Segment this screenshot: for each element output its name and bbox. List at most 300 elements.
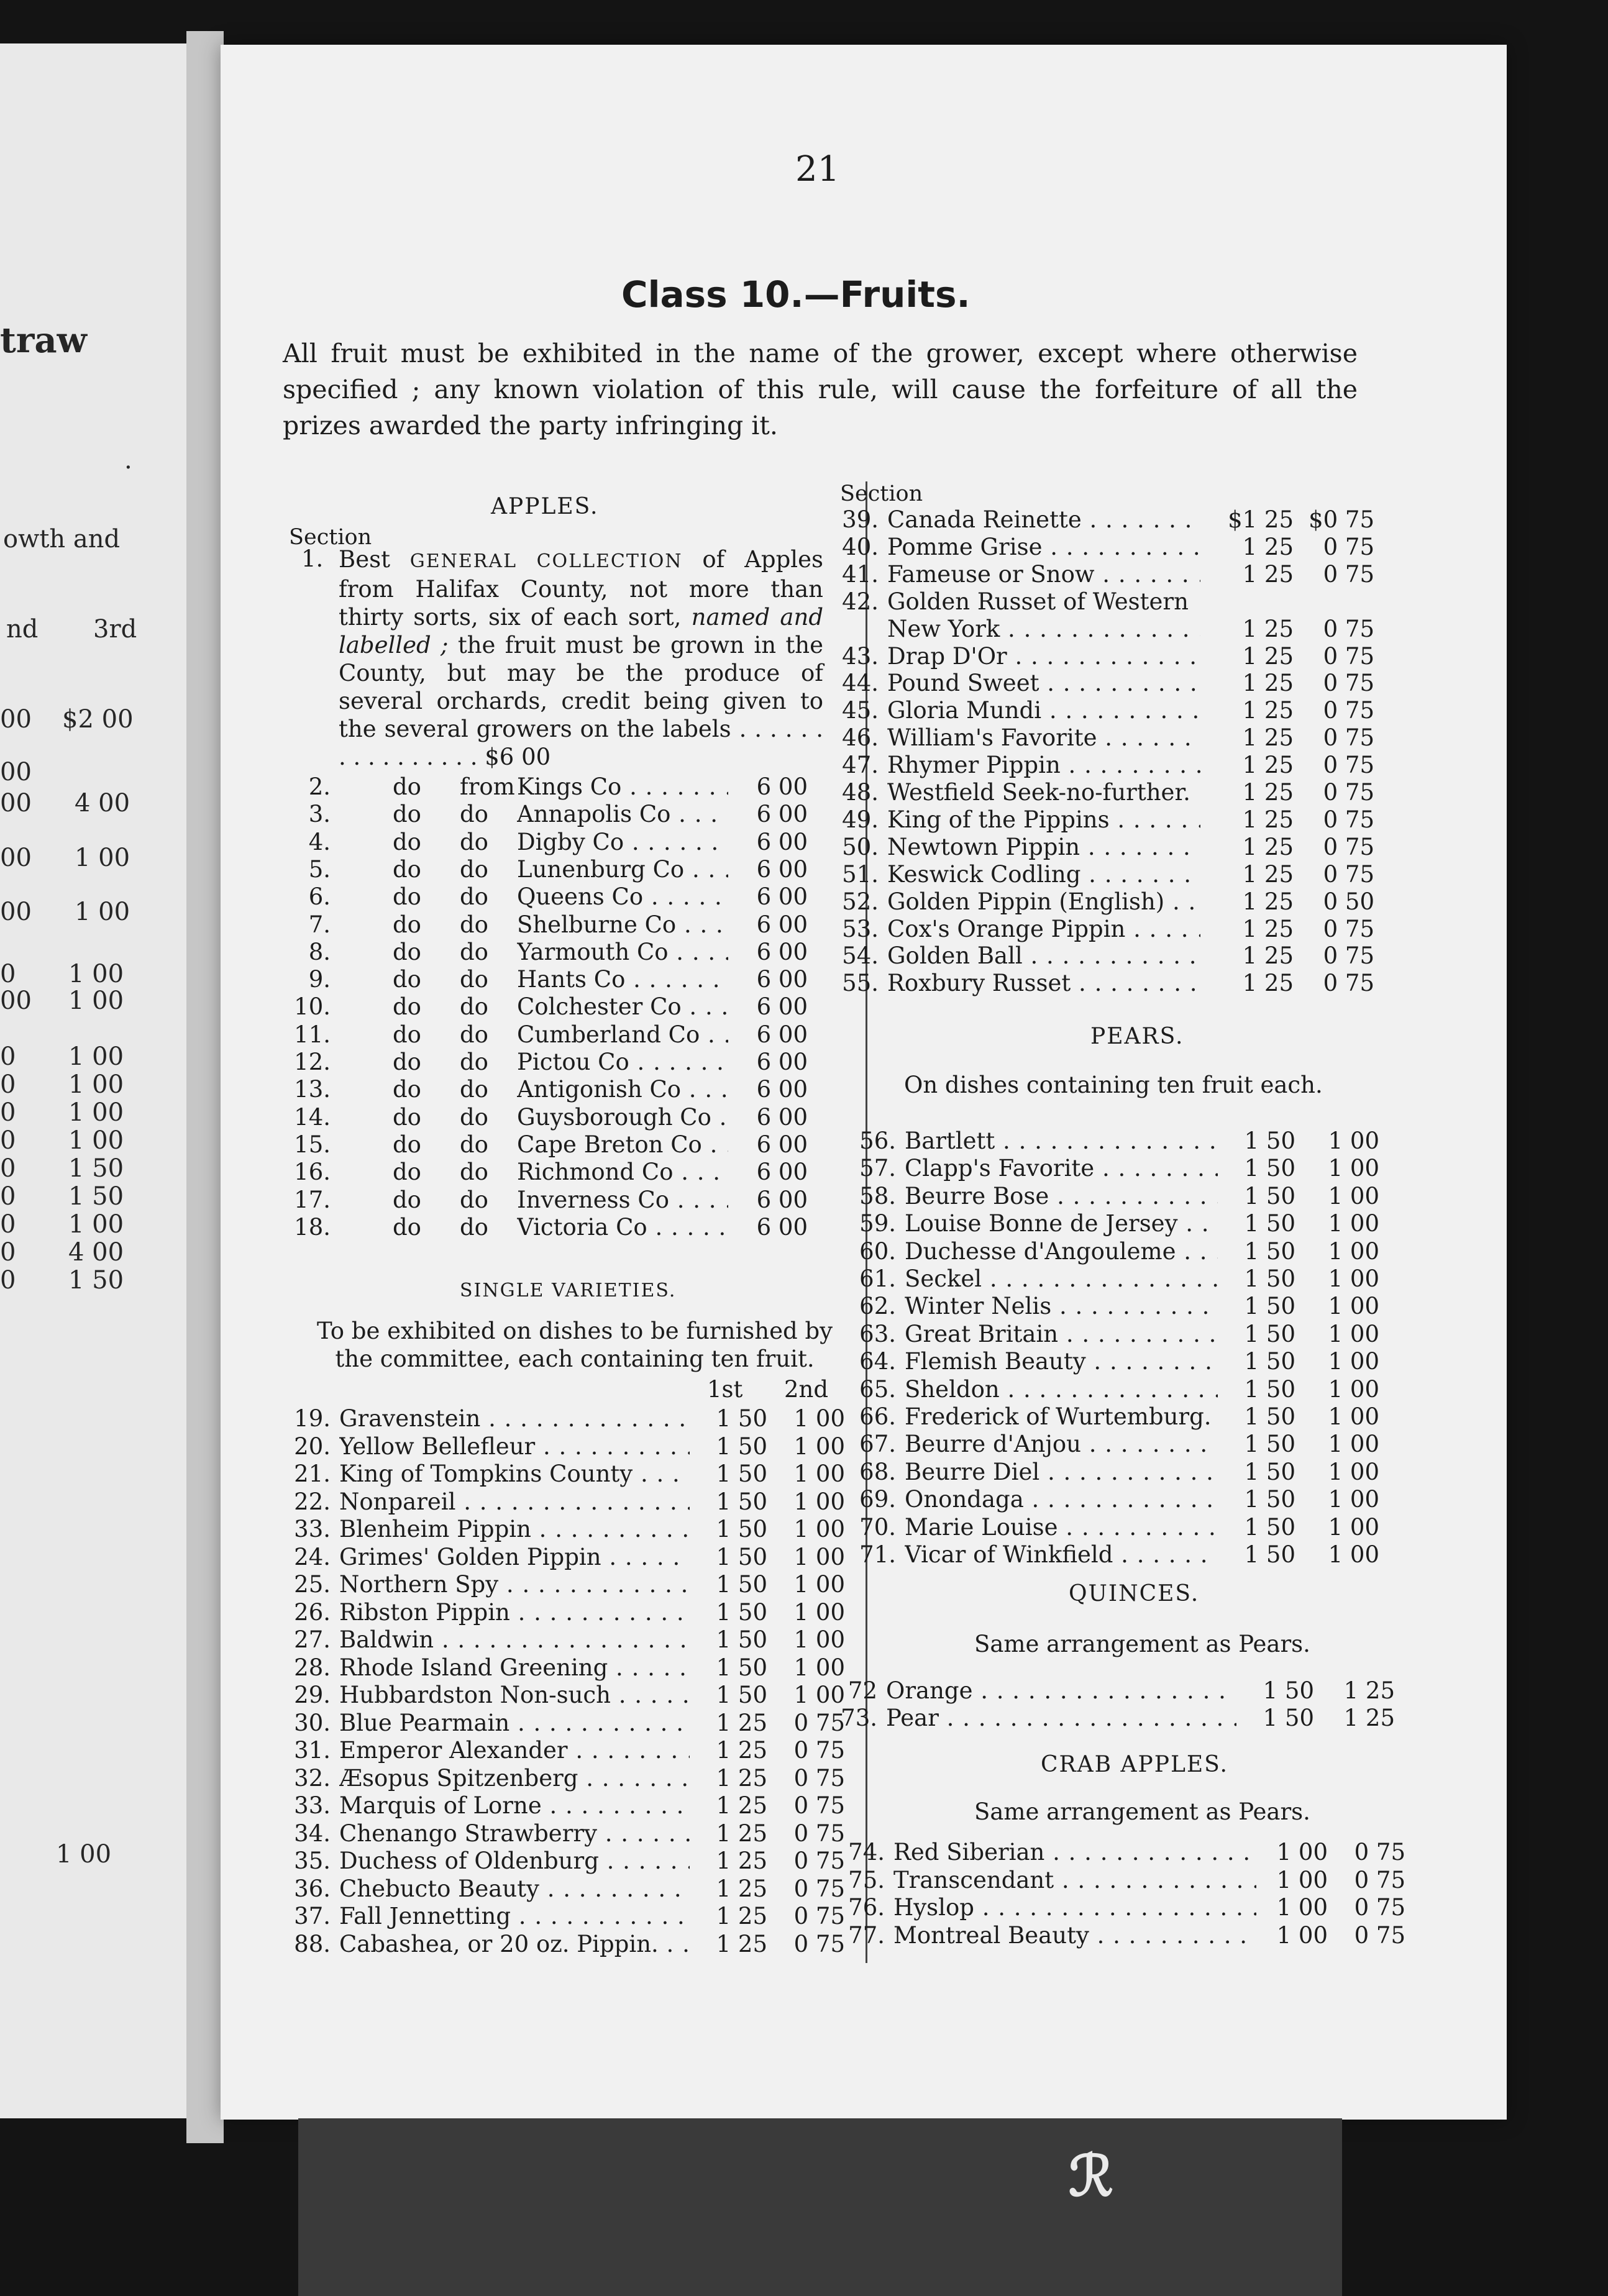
ditto: do xyxy=(460,1049,488,1075)
entry-name-wrap xyxy=(339,1626,690,1654)
ditto: do xyxy=(460,1076,488,1103)
entry-number: 28. xyxy=(294,1654,331,1681)
pear-row xyxy=(857,1128,1404,1155)
prize-first: 1 50 xyxy=(1224,1321,1295,1348)
entry-number: 59. xyxy=(859,1210,896,1237)
county-name-wrap xyxy=(517,966,728,993)
entry-name-wrap xyxy=(887,834,1200,861)
entry-number: 18. xyxy=(294,1213,331,1241)
pear-row xyxy=(857,1183,1404,1210)
entry-number: 62. xyxy=(859,1293,896,1320)
entry-name: Ribston Pippin . . . xyxy=(339,1599,690,1626)
entry-name-wrap xyxy=(886,1705,1236,1732)
entry-number: 15. xyxy=(294,1131,331,1158)
ditto: do xyxy=(393,855,421,883)
county-name: Yarmouth Co . . . xyxy=(517,939,728,965)
right-apple-row xyxy=(840,942,1387,970)
entry-number: 9. xyxy=(308,966,331,993)
facing-page-text: 0 xyxy=(0,1042,16,1071)
entry-name: Keswick Codling . . . xyxy=(887,861,1200,888)
prize-first: 1 50 xyxy=(696,1488,767,1516)
county-name-wrap xyxy=(517,939,728,966)
prize: 6 00 xyxy=(730,883,808,911)
prize-second: 1 00 xyxy=(1302,1321,1379,1348)
entry-number: 5. xyxy=(308,855,331,883)
ditto: do xyxy=(393,828,421,855)
entry-name: Newtown Pippin . . . xyxy=(887,834,1200,860)
entry-name: Fameuse or Snow . . . xyxy=(887,561,1200,588)
entry-name-wrap xyxy=(905,1293,1218,1320)
entry-name: Rhode Island Greening . . . xyxy=(339,1654,690,1681)
entry-name-wrap xyxy=(887,942,1200,970)
entry-number: 11. xyxy=(294,1021,331,1048)
variety-row xyxy=(292,1682,845,1709)
entry-name-wrap xyxy=(339,1903,690,1930)
variety-row xyxy=(292,1433,845,1460)
prize-second: 1 25 xyxy=(1320,1705,1395,1732)
prize: 6 00 xyxy=(730,1049,808,1076)
prize-first: 1 25 xyxy=(696,1792,767,1820)
entry-name: Nonpareil . . . xyxy=(339,1488,690,1515)
right-apple-row xyxy=(840,861,1387,888)
entry-name-wrap xyxy=(339,1847,690,1875)
facing-page-text: 0 xyxy=(0,1070,16,1099)
entry-name: Blue Pearmain . . . xyxy=(339,1710,690,1736)
entry-name: Golden Ball . . . xyxy=(887,942,1200,969)
facing-page-text: 00 xyxy=(0,844,32,872)
entry-number: 32. xyxy=(294,1764,331,1792)
pear-row xyxy=(857,1321,1404,1348)
entry-number: 33. xyxy=(294,1792,331,1819)
book-spine xyxy=(186,31,224,2143)
entry-name: William's Favorite . . . xyxy=(887,724,1200,751)
prize-second: 0 75 xyxy=(774,1765,845,1792)
facing-page-text: 1 00 xyxy=(68,1126,124,1155)
prize-first: 1 25 xyxy=(696,1875,767,1903)
right-apple-row xyxy=(840,888,1387,916)
prize-second: 0 75 xyxy=(1300,861,1374,888)
prize: 6 00 xyxy=(730,993,808,1021)
prize-first: 1 25 xyxy=(1207,670,1294,697)
ditto: do xyxy=(393,1186,421,1213)
entry-number: 33. xyxy=(294,1516,331,1542)
entry-number: 60. xyxy=(859,1237,896,1265)
prize-first: 1 00 xyxy=(1263,1922,1328,1949)
entry-number: 36. xyxy=(294,1875,331,1902)
prize-first: 1 25 xyxy=(1207,534,1294,561)
ditto: do xyxy=(393,1049,421,1075)
entry-number: 72 xyxy=(847,1677,877,1704)
facing-page-text: 0 xyxy=(0,1154,16,1183)
ditto: do xyxy=(460,1213,488,1241)
right-apple-row xyxy=(840,970,1387,997)
facing-page-text: 4 00 xyxy=(75,789,130,818)
entry-name-wrap xyxy=(905,1431,1218,1458)
facing-page-text: 1 50 xyxy=(68,1266,124,1295)
facing-page-text: 0 xyxy=(0,1182,16,1211)
prize-first: 1 25 xyxy=(1207,916,1294,943)
ditto: do xyxy=(460,911,488,938)
entry-name-wrap xyxy=(905,1541,1218,1569)
facing-page-text: 0 xyxy=(0,1098,16,1127)
crab-row xyxy=(846,1922,1405,1949)
entry-name-wrap xyxy=(887,534,1200,561)
county-row xyxy=(292,1214,826,1241)
prize-second: 0 75 xyxy=(1300,806,1374,834)
county-row xyxy=(292,801,826,828)
prize-first: 1 25 xyxy=(1207,806,1294,834)
prize-second: 0 75 xyxy=(774,1875,845,1903)
entry-number: 71. xyxy=(859,1541,896,1568)
entry-number: 25. xyxy=(294,1571,331,1598)
entry-name: Cox's Orange Pippin . . . xyxy=(887,916,1200,942)
entry-name: Frederick of Wurtemburg. . . . xyxy=(905,1403,1218,1430)
county-name: Colchester Co . . . xyxy=(517,993,728,1020)
prize-second: 0 75 xyxy=(774,1820,845,1847)
variety-row xyxy=(292,1903,845,1930)
entry-number: 58. xyxy=(859,1182,896,1210)
general-collection: GENERAL COLLECTION xyxy=(409,550,683,572)
county-name-wrap xyxy=(517,856,728,883)
facing-page-text: 1 00 xyxy=(68,986,124,1015)
entry-name-wrap xyxy=(905,1155,1218,1182)
entry-name-wrap xyxy=(887,970,1200,997)
entry-number: 48. xyxy=(842,779,879,806)
entry-name: Fall Jennetting . . . xyxy=(339,1903,690,1929)
prize: 6 00 xyxy=(730,801,808,828)
entry-name-wrap xyxy=(905,1265,1218,1293)
facing-page-text: 4 00 xyxy=(68,1238,124,1267)
prize: 6 00 xyxy=(730,1076,808,1103)
prize-second: 0 75 xyxy=(1300,942,1374,970)
prize: 6 00 xyxy=(730,856,808,883)
entry-number: 76. xyxy=(848,1894,885,1921)
ditto: do xyxy=(393,993,421,1021)
prize-second: $0 75 xyxy=(1300,506,1374,534)
prize-second: 1 00 xyxy=(774,1682,845,1709)
entry-number: 56. xyxy=(859,1128,896,1154)
crab-apples-heading: CRAB APPLES. xyxy=(1041,1752,1228,1777)
county-row xyxy=(292,1076,826,1103)
prize-second: 1 00 xyxy=(1302,1514,1379,1541)
variety-row xyxy=(292,1737,845,1764)
right-apple-row xyxy=(840,806,1387,834)
county-name-wrap xyxy=(517,1021,728,1049)
right-apple-row xyxy=(840,916,1387,943)
entry-name: Duchesse d'Angouleme . . . xyxy=(905,1238,1218,1265)
entry-number: 47. xyxy=(842,752,879,779)
county-row xyxy=(292,883,826,911)
prize-first: $1 25 xyxy=(1207,506,1294,534)
entry-name-wrap xyxy=(339,1599,690,1626)
prize-second: 1 00 xyxy=(774,1571,845,1598)
facing-page-text: traw xyxy=(0,320,87,361)
variety-row xyxy=(292,1820,845,1847)
prize-second: 1 00 xyxy=(1302,1238,1379,1265)
entry-name: Hyslop . . . xyxy=(893,1894,1256,1921)
entry-name-wrap xyxy=(886,1677,1236,1705)
entry-name: Northern Spy . . . xyxy=(339,1571,690,1598)
entry-number: 22. xyxy=(294,1488,331,1515)
entry-name: Yellow Bellefleur . . . xyxy=(339,1433,690,1460)
entry-number: 88. xyxy=(294,1930,331,1957)
prize-first: 1 25 xyxy=(1207,697,1294,724)
county-name: Hants Co . . . xyxy=(517,966,728,993)
entry-name: Golden Pippin (English) . . . xyxy=(887,888,1200,915)
prize-first: 1 25 xyxy=(696,1737,767,1764)
prize-second: 0 75 xyxy=(774,1903,845,1930)
prize-second: 0 50 xyxy=(1300,888,1374,916)
facing-page-text: . xyxy=(124,446,132,475)
entry-name: Cabashea, or 20 oz. Pippin. . . . xyxy=(339,1931,690,1957)
prize-second: 1 00 xyxy=(774,1599,845,1626)
entry-name-wrap xyxy=(339,1875,690,1903)
class-title: Class 10.—Fruits. xyxy=(621,273,971,316)
entry-name-wrap xyxy=(339,1931,690,1958)
entry-number: 75. xyxy=(848,1866,885,1893)
county-name: Pictou Co . . . xyxy=(517,1049,728,1075)
quince-row xyxy=(839,1677,1398,1705)
pear-row xyxy=(857,1155,1404,1182)
county-name-wrap xyxy=(517,993,728,1021)
county-name: Kings Co . . . xyxy=(517,773,728,800)
crab-row xyxy=(846,1867,1405,1894)
facing-page-text: 1 00 xyxy=(68,1070,124,1099)
entry-name: Roxbury Russet . . . xyxy=(887,970,1200,996)
entry-number: 16. xyxy=(294,1159,331,1186)
entry-name-wrap xyxy=(887,561,1200,588)
prize-second: 0 75 xyxy=(774,1931,845,1958)
county-name-wrap xyxy=(517,1214,728,1241)
entry-name-wrap xyxy=(887,752,1200,779)
prize-first: 1 50 xyxy=(1224,1541,1295,1569)
entry-number: 61. xyxy=(859,1265,896,1292)
facing-page-text: 1 50 xyxy=(68,1154,124,1183)
entry-name-wrap xyxy=(905,1403,1218,1431)
variety-row xyxy=(292,1488,845,1516)
prize: 6 00 xyxy=(730,911,808,939)
entry-number: 67. xyxy=(859,1431,896,1458)
pear-row xyxy=(857,1348,1404,1375)
entry-number: 4. xyxy=(308,828,331,855)
entry-name-wrap xyxy=(887,506,1200,534)
ditto: do xyxy=(393,1159,421,1186)
prize-second: 0 75 xyxy=(1300,670,1374,697)
crab-row xyxy=(846,1894,1405,1921)
ditto: do xyxy=(460,801,488,828)
entry-name-wrap xyxy=(887,916,1200,943)
entry-name: Flemish Beauty . . . xyxy=(905,1348,1218,1375)
entry-name: Onondaga . . . xyxy=(905,1486,1218,1513)
prize-second: 1 00 xyxy=(1302,1128,1379,1155)
county-row xyxy=(292,1049,826,1076)
county-row xyxy=(292,829,826,856)
section1-text-a: of Apples from Halifax County, not more than thirty sorts, six of each sort, xyxy=(339,546,824,631)
pear-row xyxy=(857,1265,1404,1293)
prize: 6 00 xyxy=(730,829,808,856)
prize-second: 0 75 xyxy=(774,1737,845,1764)
entry-name-wrap xyxy=(905,1376,1218,1403)
facing-page-text: 00 xyxy=(0,898,32,926)
ditto: do xyxy=(393,1213,421,1241)
prize-second: 1 00 xyxy=(1302,1210,1379,1237)
prize-first: 1 50 xyxy=(1224,1210,1295,1237)
entry-number: 20. xyxy=(294,1433,331,1460)
entry-name-wrap xyxy=(905,1486,1218,1513)
ditto: do xyxy=(460,1103,488,1131)
prize-first: 1 25 xyxy=(696,1847,767,1875)
facing-page-text: 00 xyxy=(0,705,32,734)
entry-name: King of Tompkins County . . . xyxy=(339,1460,690,1487)
entry-number: 42. xyxy=(842,588,879,615)
prize: 6 00 xyxy=(730,1021,808,1049)
pear-row xyxy=(857,1293,1404,1320)
entry-name-wrap xyxy=(905,1210,1218,1237)
ditto: do xyxy=(460,1159,488,1186)
facing-page-text: 1 00 xyxy=(68,1210,124,1239)
entry-number: 6. xyxy=(308,883,331,911)
entry-number: 3. xyxy=(308,801,331,828)
pears-heading: PEARS. xyxy=(1090,1024,1184,1049)
entry-number: 12. xyxy=(294,1049,331,1075)
variety-row xyxy=(292,1847,845,1875)
entry-name-wrap xyxy=(339,1571,690,1598)
prize-first: 1 25 xyxy=(1207,779,1294,806)
entry-name: Louise Bonne de Jersey . . . xyxy=(905,1210,1218,1237)
entry-number: 37. xyxy=(294,1903,331,1929)
entry-number: 40. xyxy=(842,533,879,560)
ditto: do xyxy=(460,883,488,911)
prize-first: 1 50 xyxy=(1224,1403,1295,1431)
prize-first: 1 25 xyxy=(1207,861,1294,888)
entry-name-wrap xyxy=(339,1682,690,1709)
prize-second: 1 00 xyxy=(774,1433,845,1460)
entry-name-wrap xyxy=(339,1460,690,1488)
entry-name-wrap xyxy=(887,861,1200,888)
intro-paragraph: All fruit must be exhibited in the name of the grower, except where otherwise specified ; any known violation of this rule, will cause the forfeiture of all the prizes awarded the party infringing it. xyxy=(283,339,1358,440)
prize-second: 1 00 xyxy=(1302,1293,1379,1320)
county-name-wrap xyxy=(517,883,728,911)
prize-first: 1 50 xyxy=(1224,1376,1295,1403)
prize-second: 0 75 xyxy=(774,1847,845,1875)
prize-second: 0 75 xyxy=(1334,1894,1405,1921)
entry-name: Canada Reinette . . . xyxy=(887,506,1200,533)
entry-name-wrap xyxy=(905,1348,1218,1375)
entry-number: 63. xyxy=(859,1320,896,1347)
entry-name-wrap xyxy=(339,1765,690,1792)
entry-name: Pear . . . xyxy=(886,1705,1236,1731)
prize-second: 0 75 xyxy=(1300,616,1374,643)
county-name: Lunenburg Co . . . xyxy=(517,856,728,883)
ditto: do xyxy=(393,1131,421,1158)
facing-page-text: 0 xyxy=(0,1126,16,1155)
entry-name-wrap xyxy=(887,670,1200,697)
entry-name-wrap xyxy=(893,1867,1256,1894)
right-apple-row xyxy=(840,506,1387,534)
right-apple-row xyxy=(840,779,1387,806)
county-name-wrap xyxy=(517,1187,728,1214)
county-name: Guysborough Co . . . xyxy=(517,1104,728,1131)
section-number: 1. xyxy=(301,545,324,572)
entry-name-wrap xyxy=(893,1839,1256,1866)
ditto: do xyxy=(393,938,421,965)
entry-name-wrap xyxy=(339,1488,690,1516)
entry-name-wrap xyxy=(905,1183,1218,1210)
facing-page-text: 00 xyxy=(0,986,32,1015)
entry-name-wrap xyxy=(339,1544,690,1571)
entry-name-wrap xyxy=(887,779,1200,806)
ditto: do xyxy=(393,883,421,911)
prize-second: 0 75 xyxy=(1334,1867,1405,1894)
prize-second: 0 75 xyxy=(774,1792,845,1820)
entry-number: 64. xyxy=(859,1348,896,1375)
single-varieties-heading: SINGLE VARIETIES. xyxy=(460,1280,677,1301)
prize-first: 1 50 xyxy=(1224,1293,1295,1320)
entry-number: 13. xyxy=(294,1076,331,1103)
entry-name-wrap xyxy=(893,1894,1256,1921)
section-label-right: Section xyxy=(840,481,923,506)
section-label: Section xyxy=(289,525,372,550)
facing-page-text: $2 00 xyxy=(62,705,134,734)
page-number: 21 xyxy=(795,149,840,189)
county-name: Cumberland Co . . . xyxy=(517,1021,728,1048)
single-varieties-note: To be exhibited on dishes to be furnished by the committee, each containing ten fruit. xyxy=(316,1318,833,1372)
col-header-1st: 1st xyxy=(707,1376,743,1403)
variety-row xyxy=(292,1571,845,1598)
county-row xyxy=(292,1131,826,1159)
ditto: do xyxy=(393,1076,421,1103)
pears-note: On dishes containing ten fruit each. xyxy=(904,1072,1323,1098)
ditto: do xyxy=(460,966,488,993)
county-row xyxy=(292,856,826,883)
prize-second: 1 00 xyxy=(774,1516,845,1543)
entry-name-wrap xyxy=(339,1654,690,1682)
prize-first: 1 25 xyxy=(1207,643,1294,670)
ditto: do xyxy=(393,801,421,828)
county-name-wrap xyxy=(517,911,728,939)
county-name-wrap xyxy=(517,1159,728,1186)
entry-name: Pomme Grise . . . xyxy=(887,534,1200,560)
entry-number: 8. xyxy=(308,938,331,965)
county-name-wrap xyxy=(517,1131,728,1159)
facing-page-text: 1 00 xyxy=(75,898,130,926)
right-apple-row xyxy=(840,724,1387,752)
facing-page-text: 1 50 xyxy=(68,1182,124,1211)
entry-name: King of the Pippins . . . xyxy=(887,806,1200,833)
entry-name: Beurre Bose . . . xyxy=(905,1183,1218,1210)
entry-name: Beurre d'Anjou . . . xyxy=(905,1431,1218,1457)
entry-name-wrap xyxy=(905,1459,1218,1486)
apples-heading: APPLES. xyxy=(491,494,599,519)
prize-second: 1 00 xyxy=(774,1544,845,1571)
pear-row xyxy=(857,1210,1404,1237)
facing-page-text: 0 xyxy=(0,1266,16,1295)
entry-name: Westfield Seek-no-further. . . . xyxy=(887,779,1200,806)
prize-first: 1 50 xyxy=(1224,1431,1295,1458)
facing-page-fragment xyxy=(0,43,186,2118)
entry-name: Pound Sweet . . . xyxy=(887,670,1200,696)
entry-number: 66. xyxy=(859,1403,896,1430)
entry-number: 39. xyxy=(842,506,879,533)
entry-number: 21. xyxy=(294,1460,331,1487)
entry-number: 68. xyxy=(859,1458,896,1485)
prize-first: 1 00 xyxy=(1263,1839,1328,1866)
entry-number: 31. xyxy=(294,1737,331,1764)
prize-first: 1 50 xyxy=(696,1516,767,1543)
right-apple-row xyxy=(840,697,1387,724)
entry-name-wrap xyxy=(887,616,1200,643)
prize-second: 1 00 xyxy=(1302,1541,1379,1569)
